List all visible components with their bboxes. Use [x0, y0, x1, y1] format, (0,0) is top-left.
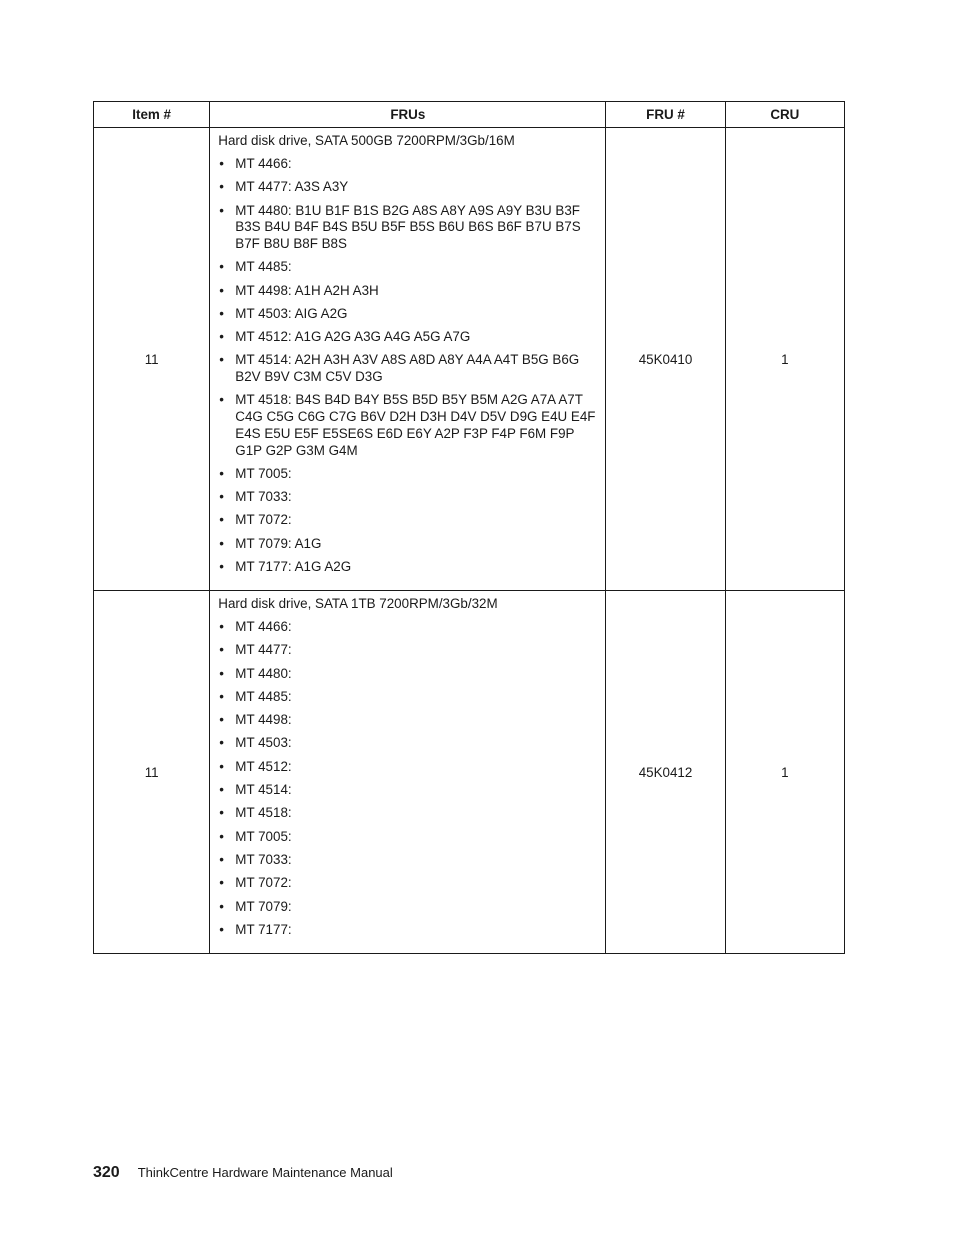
- bullet-icon: •: [219, 619, 224, 634]
- list-item: [218, 642, 599, 659]
- machine-type-text: MT 7005:: [235, 828, 292, 844]
- list-item: [218, 619, 599, 636]
- header-fru-number: FRU #: [606, 102, 725, 128]
- bullet-icon: •: [219, 489, 224, 505]
- bullet-icon: •: [219, 559, 224, 575]
- machine-type-text: MT 4498:: [235, 712, 292, 728]
- bullet-icon: •: [219, 329, 224, 345]
- list-item: [218, 352, 599, 385]
- machine-type-text: MT 4485:: [235, 259, 292, 275]
- bullet-icon: •: [219, 642, 224, 658]
- machine-type-text: MT 4503:: [235, 735, 292, 751]
- list-item: [218, 829, 599, 846]
- item-cell: 11: [94, 591, 210, 954]
- machine-type-text: MT 4477:: [235, 642, 292, 658]
- list-item: [218, 759, 599, 776]
- list-item: [218, 259, 599, 276]
- machine-type-text: MT 7177: A1G A2G: [235, 559, 352, 575]
- page-number: 320: [93, 1164, 120, 1181]
- bullet-icon: •: [219, 282, 224, 298]
- list-item: [218, 875, 599, 892]
- list-item: [218, 203, 599, 253]
- list-item: [218, 805, 599, 822]
- fru-title: Hard disk drive, SATA 500GB 7200RPM/3Gb/16M: [218, 133, 515, 148]
- machine-type-text: MT 7079:: [235, 898, 292, 914]
- machine-type-text: MT 4498: A1H A2H A3H: [235, 282, 379, 298]
- list-item: [218, 782, 599, 799]
- table-header: [94, 102, 845, 128]
- bullet-icon: •: [219, 202, 224, 218]
- header-item: Item #: [94, 102, 210, 128]
- machine-type-text: MT 4512: A1G A2G A3G A4G A5G A7G: [235, 329, 471, 345]
- cru-cell: 1: [725, 591, 844, 954]
- bullet-icon: •: [219, 352, 224, 368]
- machine-type-list: [218, 619, 599, 939]
- bullet-icon: •: [219, 512, 224, 528]
- machine-type-text: MT 7177:: [235, 921, 292, 937]
- fru-number-cell: 45K0410: [606, 128, 725, 591]
- machine-type-text: MT 7033:: [235, 851, 292, 867]
- list-item: [218, 392, 599, 459]
- header-frus: FRUs: [210, 102, 606, 128]
- list-item: [218, 179, 599, 196]
- item-cell: 11: [94, 128, 210, 591]
- list-item: [218, 156, 599, 173]
- list-item: [218, 666, 599, 683]
- machine-type-list: [218, 156, 599, 576]
- bullet-icon: •: [219, 805, 224, 821]
- cru-cell: 1: [725, 128, 844, 591]
- bullet-icon: •: [219, 535, 224, 551]
- bullet-icon: •: [219, 921, 224, 937]
- list-item: [218, 283, 599, 300]
- bullet-icon: •: [219, 782, 224, 798]
- bullet-icon: •: [219, 688, 224, 704]
- table-row: [94, 128, 845, 591]
- bullet-icon: •: [219, 898, 224, 914]
- page-footer: [93, 1164, 393, 1182]
- machine-type-text: MT 4512:: [235, 758, 292, 774]
- frus-cell: [210, 591, 606, 954]
- list-item: [218, 852, 599, 869]
- machine-type-text: MT 4518: B4S B4D B4Y B5S B5D B5Y B5M A2G A7A A7T C4G C5G C6G C7G B6V D2H D3H D4V D5V D9G E4U E4F E4S E5U E5F E5SE6S E6D E6Y A2P F3P F4P F6M F9P G1P G2P G3M G4M: [235, 392, 596, 458]
- bullet-icon: •: [219, 465, 224, 481]
- machine-type-text: MT 4480: B1U B1F B1S B2G A8S A8Y A9S A9Y B3U B3F B3S B4U B4F B4S B5U B5F B5S B6U B6S B6F B7U B7S B7F B8U B8F B8S: [235, 202, 581, 251]
- list-item: [218, 689, 599, 706]
- list-item: [218, 466, 599, 483]
- table-body: [94, 128, 845, 954]
- bullet-icon: •: [219, 665, 224, 681]
- bullet-icon: •: [219, 875, 224, 891]
- machine-type-text: MT 4518:: [235, 805, 292, 821]
- bullet-icon: •: [219, 305, 224, 321]
- machine-type-text: MT 7033:: [235, 489, 292, 505]
- bullet-icon: •: [219, 392, 224, 408]
- machine-type-text: MT 4477: A3S A3Y: [235, 179, 349, 195]
- list-item: [218, 536, 599, 553]
- fru-table: [93, 101, 845, 954]
- list-item: [218, 489, 599, 506]
- bullet-icon: •: [219, 179, 224, 195]
- fru-title: Hard disk drive, SATA 1TB 7200RPM/3Gb/32M: [218, 596, 498, 611]
- list-item: [218, 735, 599, 752]
- bullet-icon: •: [219, 735, 224, 751]
- machine-type-text: MT 4503: AIG A2G: [235, 305, 348, 321]
- manual-title: ThinkCentre Hardware Maintenance Manual: [137, 1165, 393, 1180]
- list-item: [218, 712, 599, 729]
- bullet-icon: •: [219, 712, 224, 728]
- machine-type-text: MT 7079: A1G: [235, 535, 322, 551]
- machine-type-text: MT 7072:: [235, 875, 292, 891]
- list-item: [218, 329, 599, 346]
- list-item: [218, 899, 599, 916]
- machine-type-text: MT 4514: A2H A3H A3V A8S A8D A8Y A4A A4T B5G B6G B2V B9V C3M C5V D3G: [235, 352, 580, 385]
- bullet-icon: •: [219, 259, 224, 275]
- machine-type-text: MT 4466:: [235, 619, 292, 634]
- machine-type-text: MT 4485:: [235, 688, 292, 704]
- list-item: [218, 512, 599, 529]
- list-item: [218, 922, 599, 939]
- header-cru: CRU: [725, 102, 844, 128]
- fru-number-cell: 45K0412: [606, 591, 725, 954]
- machine-type-text: MT 4514:: [235, 782, 292, 798]
- machine-type-text: MT 7072:: [235, 512, 292, 528]
- frus-cell: [210, 128, 606, 591]
- machine-type-text: MT 7005:: [235, 465, 292, 481]
- bullet-icon: •: [219, 758, 224, 774]
- list-item: [218, 306, 599, 323]
- bullet-icon: •: [219, 828, 224, 844]
- table-row: [94, 591, 845, 954]
- list-item: [218, 559, 599, 576]
- bullet-icon: •: [219, 156, 224, 171]
- header-row: [94, 102, 845, 128]
- machine-type-text: MT 4480:: [235, 665, 292, 681]
- bullet-icon: •: [219, 851, 224, 867]
- machine-type-text: MT 4466:: [235, 156, 292, 171]
